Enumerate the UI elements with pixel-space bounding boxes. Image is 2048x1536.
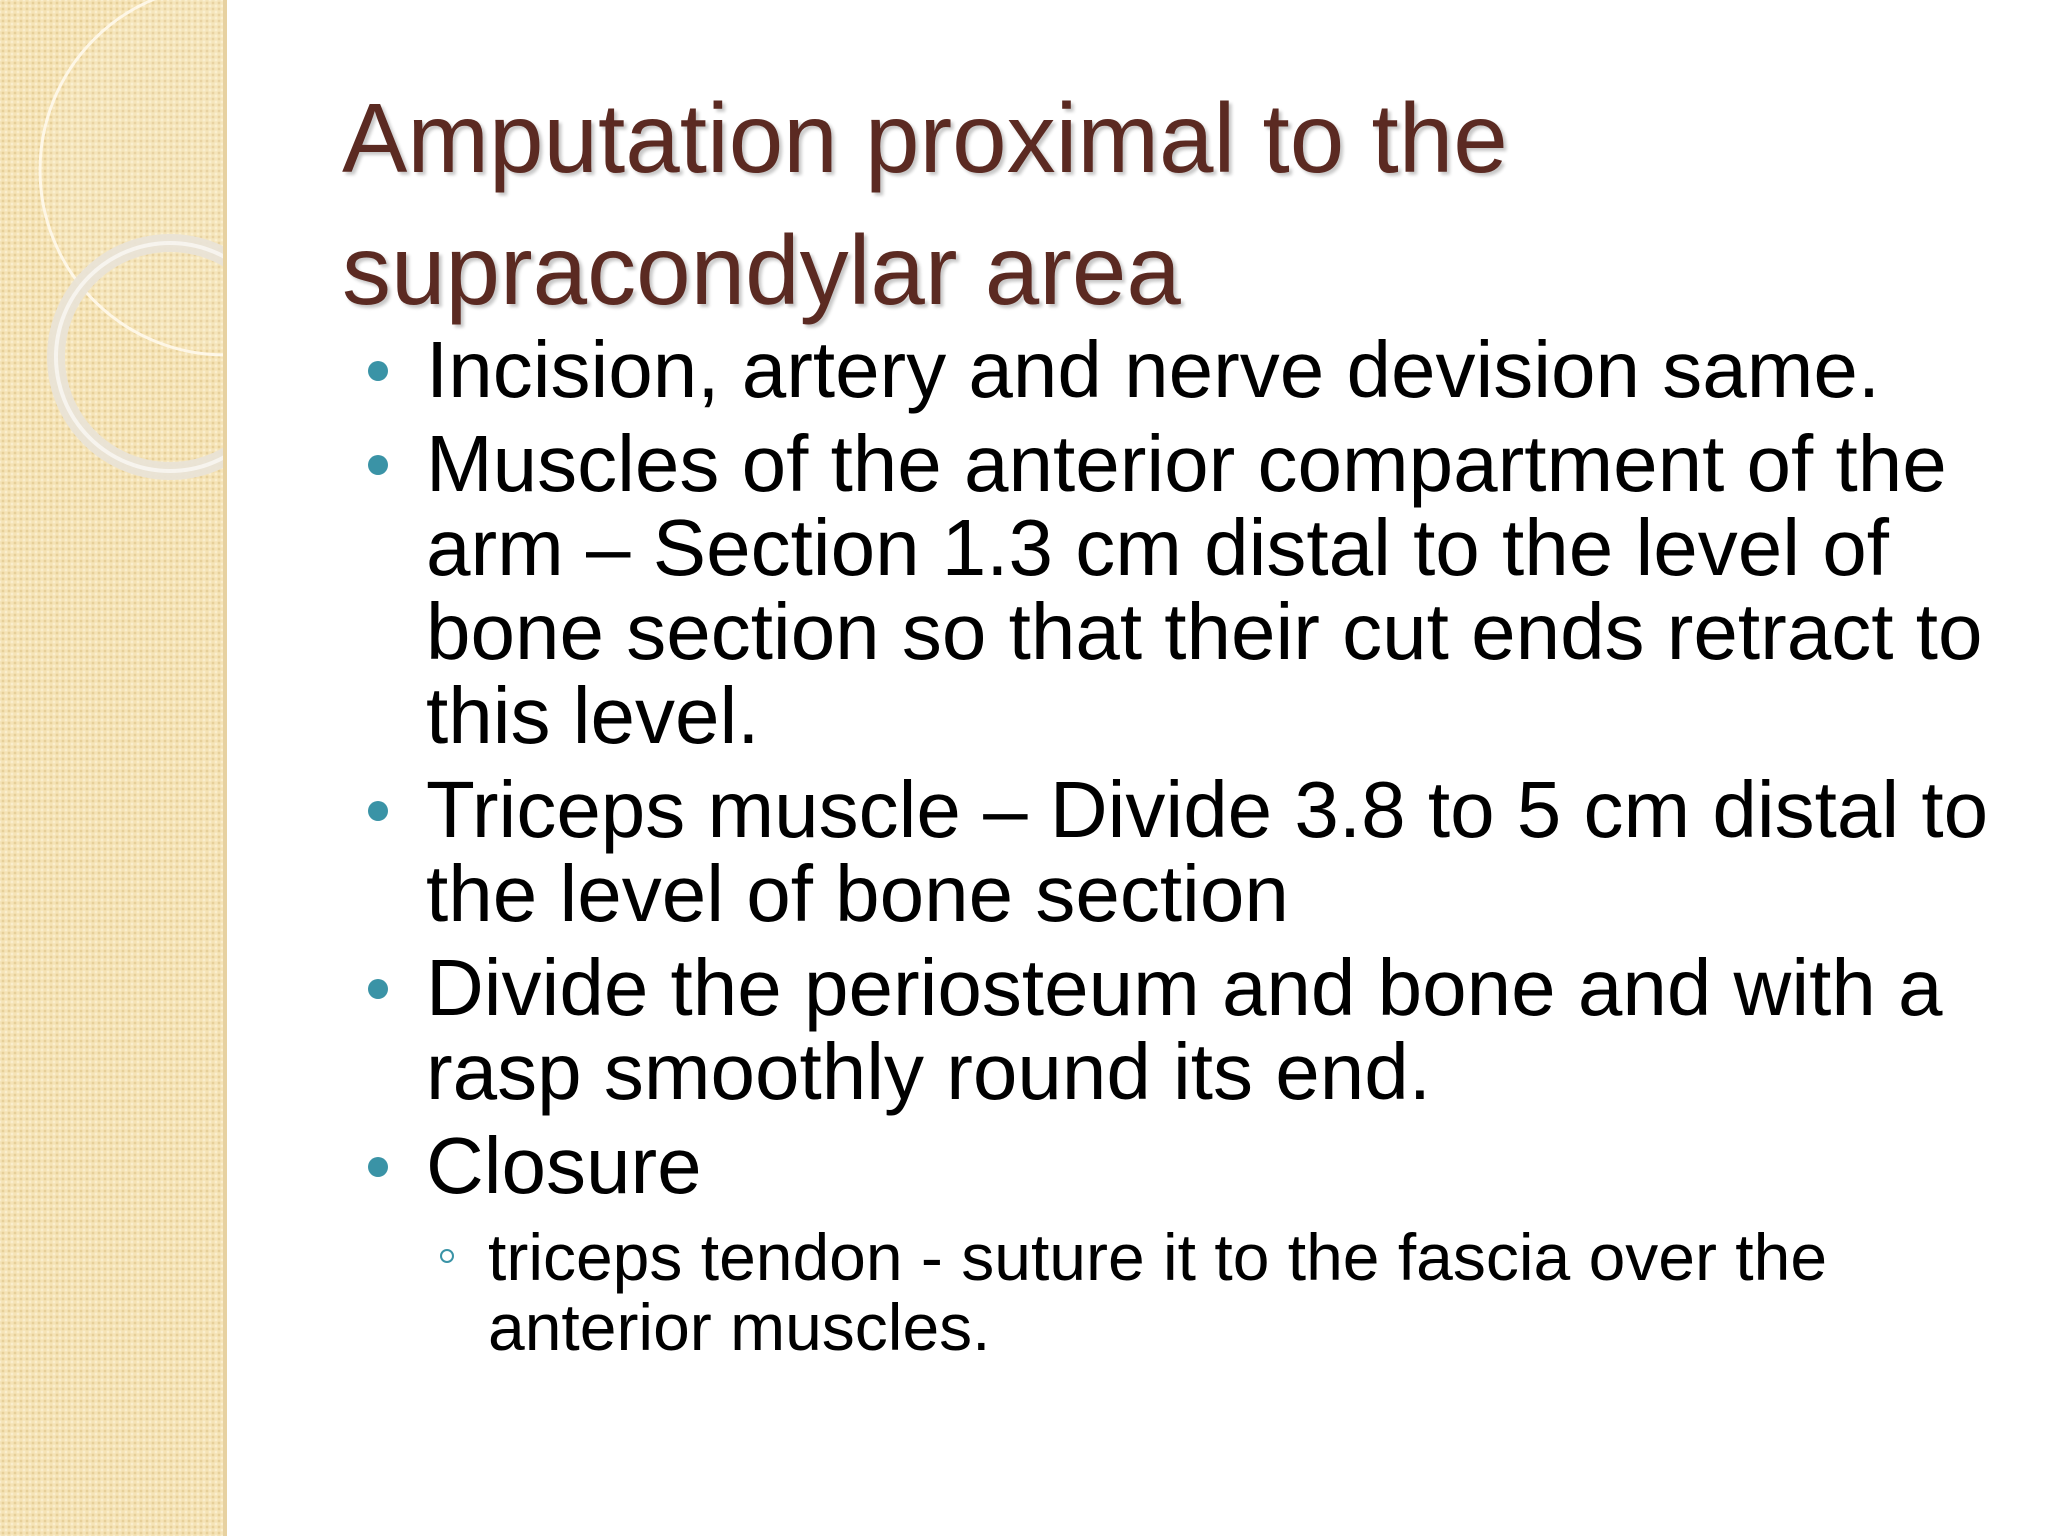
decorative-sidebar xyxy=(0,0,227,1536)
bullet-dot-icon xyxy=(368,361,388,381)
bullet-dot-icon xyxy=(368,1157,388,1177)
sub-bullet-list xyxy=(426,1222,2020,1362)
bullet-item xyxy=(360,419,2020,760)
bullet-item xyxy=(360,943,2020,1116)
bullet-list xyxy=(360,325,2020,1372)
decorative-rings xyxy=(0,0,227,1536)
bullet-text: Triceps muscle – Divide 3.8 to 5 cm distal to the level of bone section xyxy=(426,765,1989,938)
bullet-text: Divide the periosteum and bone and with a rasp smoothly round its end. xyxy=(426,943,1943,1116)
bullet-text: Incision, artery and nerve devision same. xyxy=(426,325,1881,414)
bullet-item xyxy=(360,1121,2020,1364)
bullet-dot-icon xyxy=(368,801,388,821)
slide-title: Amputation proximal to the supracondylar area xyxy=(342,83,1508,325)
bullet-item xyxy=(360,325,2020,414)
sub-bullet-item xyxy=(426,1222,2020,1362)
bullet-dot-icon xyxy=(368,979,388,999)
bullet-dot-icon xyxy=(368,455,388,475)
bullet-text: Closure xyxy=(426,1121,702,1210)
sidebar-edge xyxy=(223,0,227,1536)
ring-bullet-icon xyxy=(440,1249,454,1263)
bullet-text: Muscles of the anterior compartment of the arm – Section 1.3 cm distal to the level of bone section so that their cut ends retract to this level. xyxy=(426,419,1983,760)
sub-bullet-text: triceps tendon - suture it to the fascia over the anterior muscles. xyxy=(488,1220,1828,1364)
bullet-item xyxy=(360,765,2020,938)
